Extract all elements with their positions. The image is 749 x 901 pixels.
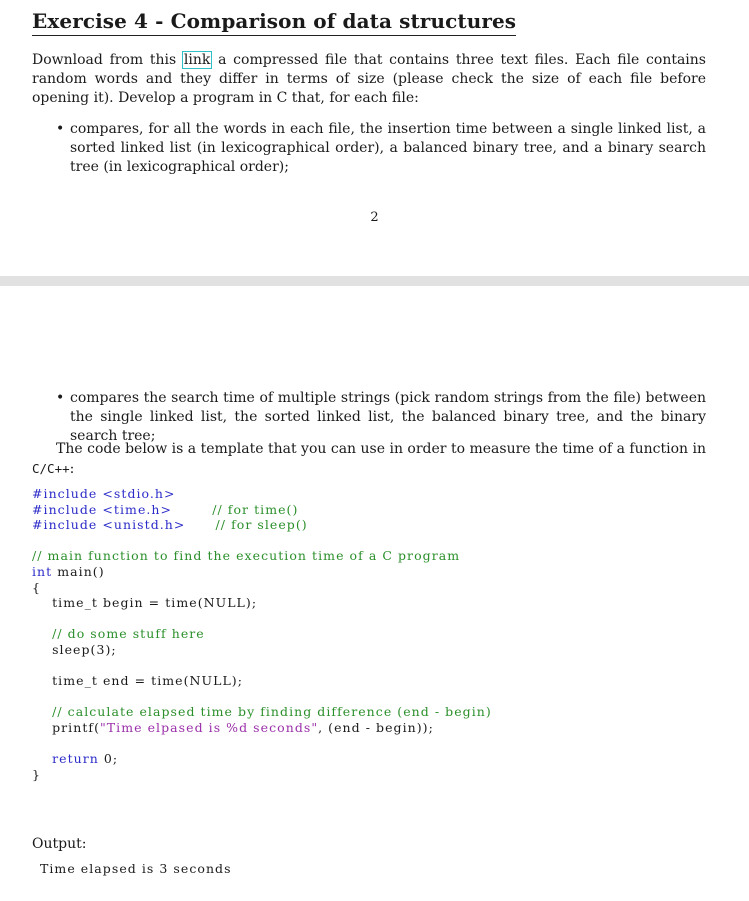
code-printf-end: , (end - begin)); [318,719,434,735]
code-open-brace: { [32,579,42,595]
exercise-heading: Exercise 4 - Comparison of data structures [32,9,516,36]
code-comment-time: // for time() [212,501,299,517]
code-include-unistd: #include <unistd.h> [32,517,186,533]
code-printf-string: "Time elpased is %d seconds" [100,719,319,735]
bullet-insertion-time: compares, for all the words in each file, the insertion time between a single linked list, a sorted linked list (in lexicographical order), a balanced binary tree, and a binary search tree (in lexicographical order); [70,121,706,175]
bullet-marker: • [56,390,65,406]
template-language: C/C++ [32,461,70,476]
template-paragraph [32,440,706,479]
template-text: The code below is a template that you can use in order to measure the time of a function in [56,441,706,457]
page-separator [0,276,749,286]
output-label: Output: [32,836,87,852]
output-text: Time elapsed is 3 seconds [40,861,232,876]
code-include-time: #include <time.h> [32,501,173,517]
code-line-sleep: sleep(3); [32,641,117,657]
code-line-begin: time_t begin = time(NULL); [32,595,258,611]
code-comment-calc: // calculate elapsed time by finding difference (end - begin) [52,704,492,720]
download-link[interactable]: link [183,52,211,68]
code-return-value: 0; [98,751,119,767]
code-line-end: time_t end = time(NULL); [32,673,243,689]
intro-text-rest: a compressed file that contains three text files. Each file contains random words and they differ in terms of size (please check the size of each file before opening it). Develop a program in C that, for each file: [32,52,706,106]
code-include-stdio: #include <stdio.h> [32,486,176,501]
page-number: 2 [370,210,379,225]
code-main-signature: main() [52,563,105,579]
code-printf-start: printf( [32,719,100,735]
intro-paragraph [32,51,706,108]
code-close-brace: } [32,766,42,782]
code-keyword-int: int [32,563,53,579]
code-comment-main: // main function to find the execution time of a C program [32,548,461,564]
code-listing [32,486,492,782]
code-comment-sleep: // for sleep() [215,517,308,533]
bullet-marker: • [56,121,65,137]
intro-text-start: Download from this [32,52,183,68]
code-comment-stuff: // do some stuff here [52,626,205,642]
template-colon: : [69,461,75,477]
code-keyword-return: return [52,751,99,767]
bullet-search-time: compares the search time of multiple strings (pick random strings from the file) between the single linked list, the sorted linked list, the balanced binary tree, and the binary search tree; [70,390,706,444]
